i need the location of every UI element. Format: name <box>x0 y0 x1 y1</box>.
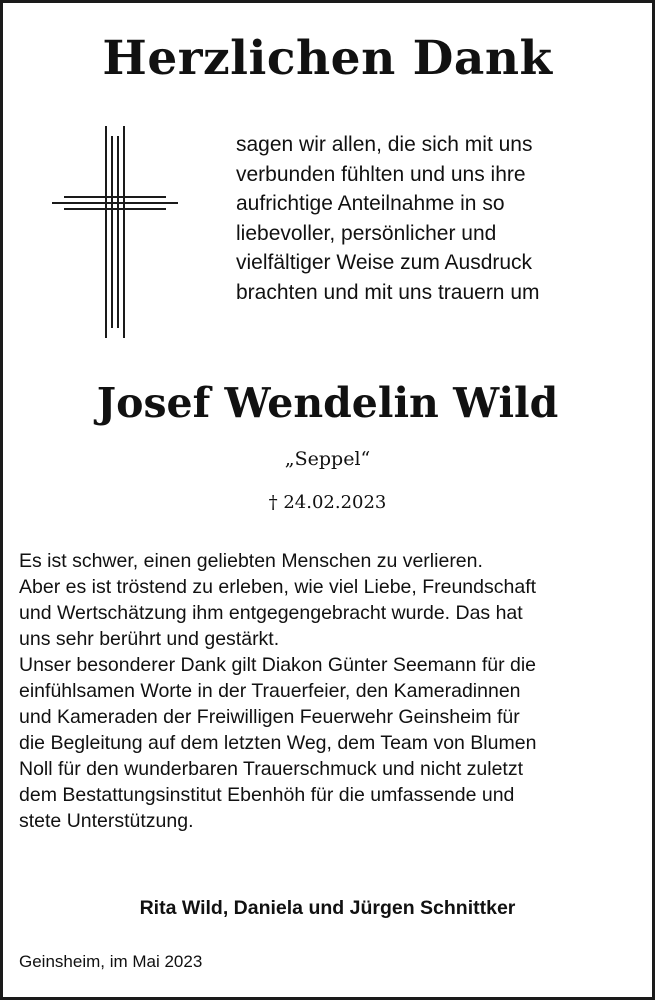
body-line: Aber es ist tröstend zu erleben, wie viel Liebe, Freundschaft <box>19 576 537 598</box>
notice-heading: Herzlichen Dank <box>102 31 553 86</box>
cross-icon <box>52 126 178 338</box>
body-line: dem Bestattungsinstitut Ebenhöh für die umfassende und <box>19 784 515 806</box>
deceased-nickname: „Seppel“ <box>284 448 371 470</box>
place-date: Geinsheim, im Mai 2023 <box>19 952 203 971</box>
intro-line: sagen wir allen, die sich mit uns <box>236 133 533 156</box>
intro-line: verbunden fühlten und uns ihre <box>236 162 526 186</box>
body-line: einfühlsamen Worte in der Trauerfeier, den Kameradinnen <box>19 680 521 702</box>
family-signature: Rita Wild, Daniela und Jürgen Schnittker <box>139 897 516 919</box>
body-line: und Kameraden der Freiwilligen Feuerwehr Geinsheim für <box>19 706 520 728</box>
body-line: Noll für den wunderbaren Trauerschmuck und nicht zuletzt <box>19 758 524 780</box>
body-line: uns sehr berührt und gestärkt. <box>19 628 280 650</box>
deceased-name: Josef Wendelin Wild <box>96 379 559 427</box>
gratitude-text <box>19 548 644 834</box>
body-line: Es ist schwer, einen geliebten Menschen zu verlieren. <box>19 550 483 572</box>
intro-line: liebevoller, persönlicher und <box>236 221 497 245</box>
intro-line: aufrichtige Anteilnahme in so <box>236 192 505 215</box>
date-of-death: † 24.02.2023 <box>268 492 387 513</box>
body-line: Unser besonderer Dank gilt Diakon Günter Seemann für die <box>19 654 537 676</box>
intro-line: brachten und mit uns trauern um <box>236 280 540 304</box>
body-line: und Wertschätzung ihm entgegengebracht wurde. Das hat <box>19 602 523 624</box>
intro-text <box>236 130 646 307</box>
body-line: stete Unterstützung. <box>19 810 194 832</box>
intro-line: vielfältiger Weise zum Ausdruck <box>236 251 533 274</box>
body-line: die Begleitung auf dem letzten Weg, dem Team von Blumen <box>19 732 537 754</box>
